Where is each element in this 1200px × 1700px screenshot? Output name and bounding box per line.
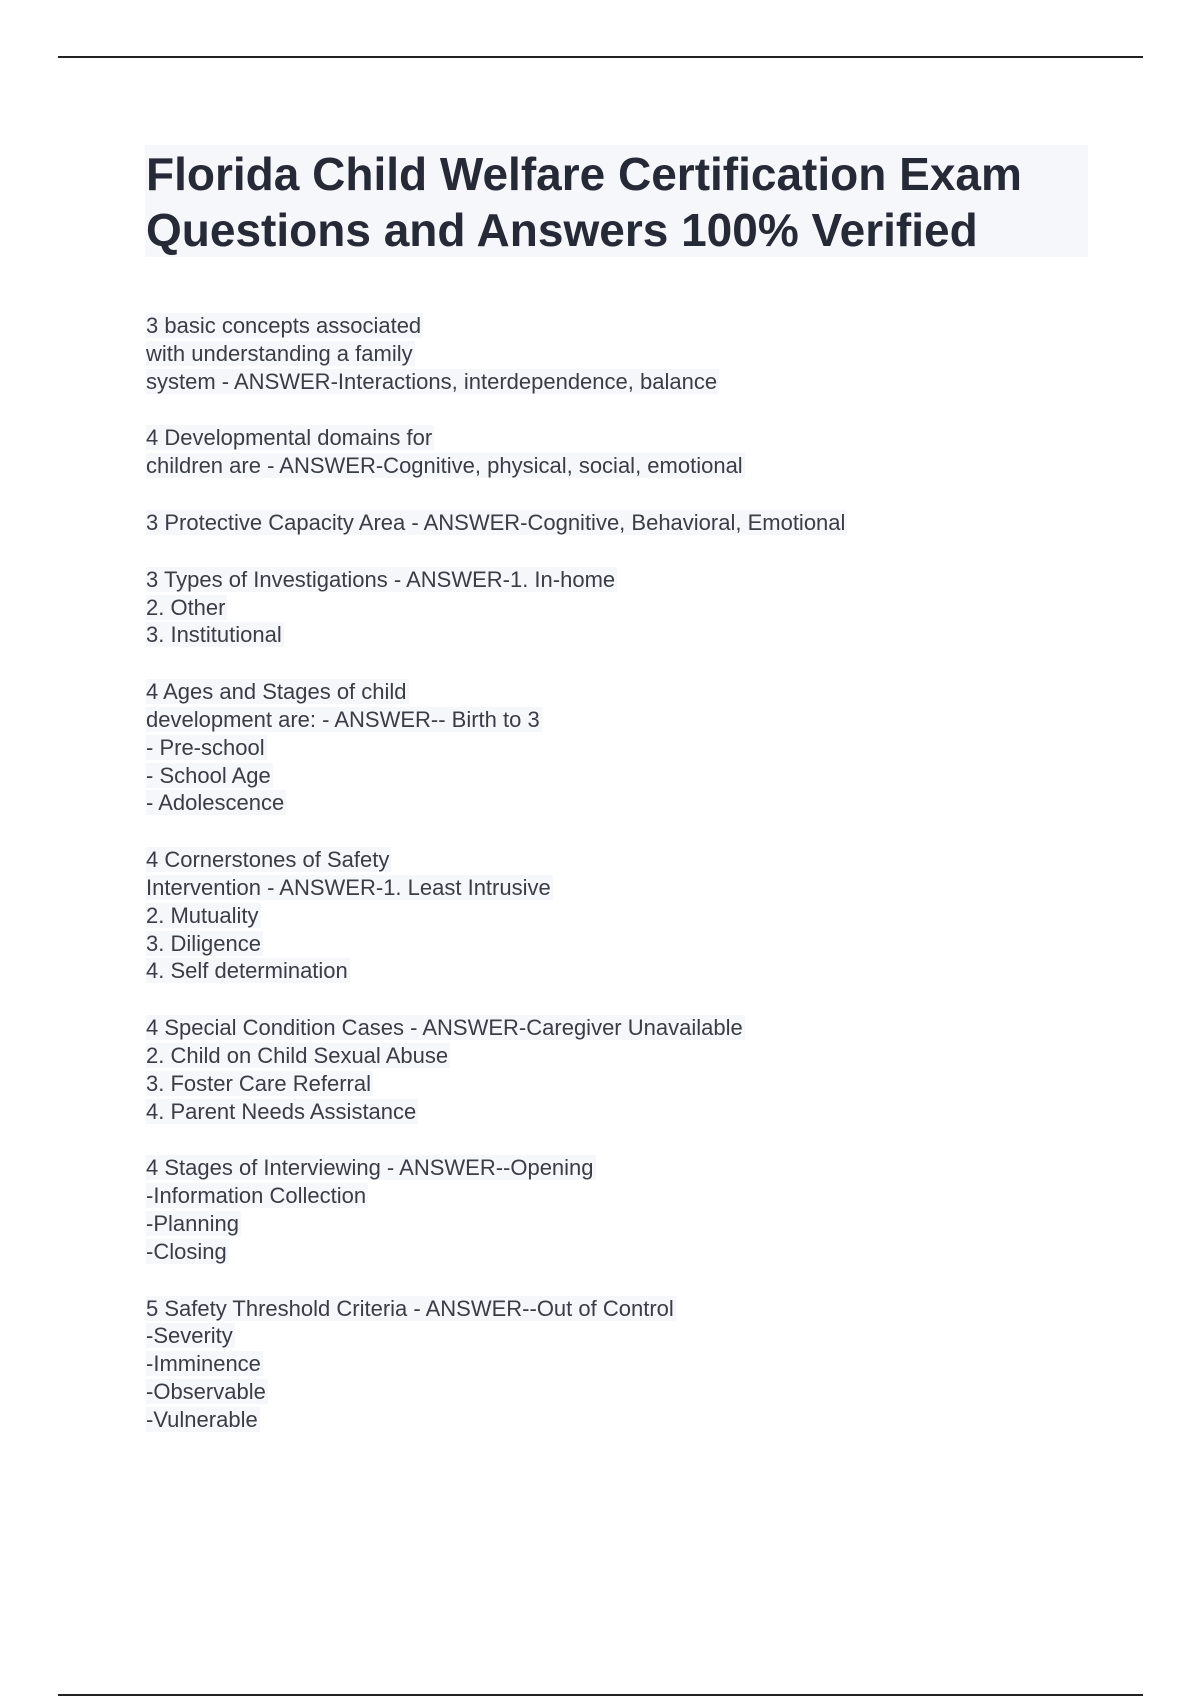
title-line-2: Questions and Answers 100% Verified: [146, 204, 978, 256]
qa-line: 4. Self determination: [146, 958, 348, 984]
qa-item-family-system: [146, 312, 1086, 395]
qa-line: 4 Stages of Interviewing - ANSWER--Opening: [146, 1155, 594, 1181]
qa-line: -Information Collection: [146, 1183, 367, 1209]
qa-line: -Vulnerable: [146, 1406, 258, 1432]
title-line-1: Florida Child Welfare Certification Exam: [146, 148, 1022, 200]
qa-line: - Adolescence: [146, 790, 285, 816]
qa-line: children are - ANSWER-Cognitive, physical, social, emotional: [146, 453, 743, 479]
qa-line: 3. Diligence: [146, 930, 261, 956]
qa-item-special-condition-cases: [146, 1014, 1086, 1125]
qa-item-interviewing-stages: [146, 1154, 1086, 1265]
qa-line: 3 Protective Capacity Area - ANSWER-Cognitive, Behavioral, Emotional: [146, 509, 846, 535]
qa-line: 3. Institutional: [146, 622, 282, 648]
qa-line: - School Age: [146, 762, 271, 788]
qa-line: 4 Ages and Stages of child: [146, 679, 407, 705]
qa-line: 2. Other: [146, 594, 226, 620]
qa-item-investigation-types: [146, 566, 1086, 649]
qa-item-safety-cornerstones: [146, 846, 1086, 985]
qa-line: -Severity: [146, 1323, 233, 1349]
qa-line: -Planning: [146, 1210, 239, 1236]
qa-item-protective-capacity: [146, 509, 1086, 537]
qa-line: 3 basic concepts associated: [146, 313, 422, 338]
qa-line: 4. Parent Needs Assistance: [146, 1098, 417, 1124]
qa-line: -Imminence: [146, 1351, 261, 1377]
qa-line: development are: - ANSWER-- Birth to 3: [146, 706, 540, 732]
qa-line: 4 Cornerstones of Safety: [146, 847, 390, 873]
qa-line: 2. Child on Child Sexual Abuse: [146, 1042, 449, 1068]
document-title: [146, 146, 1022, 258]
qa-line: system - ANSWER-Interactions, interdependence, balance: [146, 368, 718, 394]
qa-item-ages-and-stages: [146, 678, 1086, 817]
qa-line: 2. Mutuality: [146, 902, 259, 928]
qa-item-safety-threshold: [146, 1295, 1086, 1434]
qa-line: -Closing: [146, 1238, 227, 1264]
qa-line: 3 Types of Investigations - ANSWER-1. In-home: [146, 566, 616, 592]
qa-line: 3. Foster Care Referral: [146, 1070, 371, 1096]
header-rule: [58, 56, 1143, 58]
qa-line: Intervention - ANSWER-1. Least Intrusive: [146, 874, 551, 900]
qa-line: 4 Special Condition Cases - ANSWER-Caregiver Unavailable: [146, 1015, 743, 1041]
qa-list: [146, 312, 1086, 1463]
qa-line: - Pre-school: [146, 734, 265, 760]
qa-line: 5 Safety Threshold Criteria - ANSWER--Out of Control: [146, 1295, 674, 1321]
footer-rule: [58, 1694, 1143, 1696]
qa-line: 4 Developmental domains for: [146, 425, 433, 451]
qa-line: with understanding a family: [146, 340, 413, 366]
qa-line: -Observable: [146, 1378, 266, 1404]
qa-item-developmental-domains: [146, 424, 1086, 480]
